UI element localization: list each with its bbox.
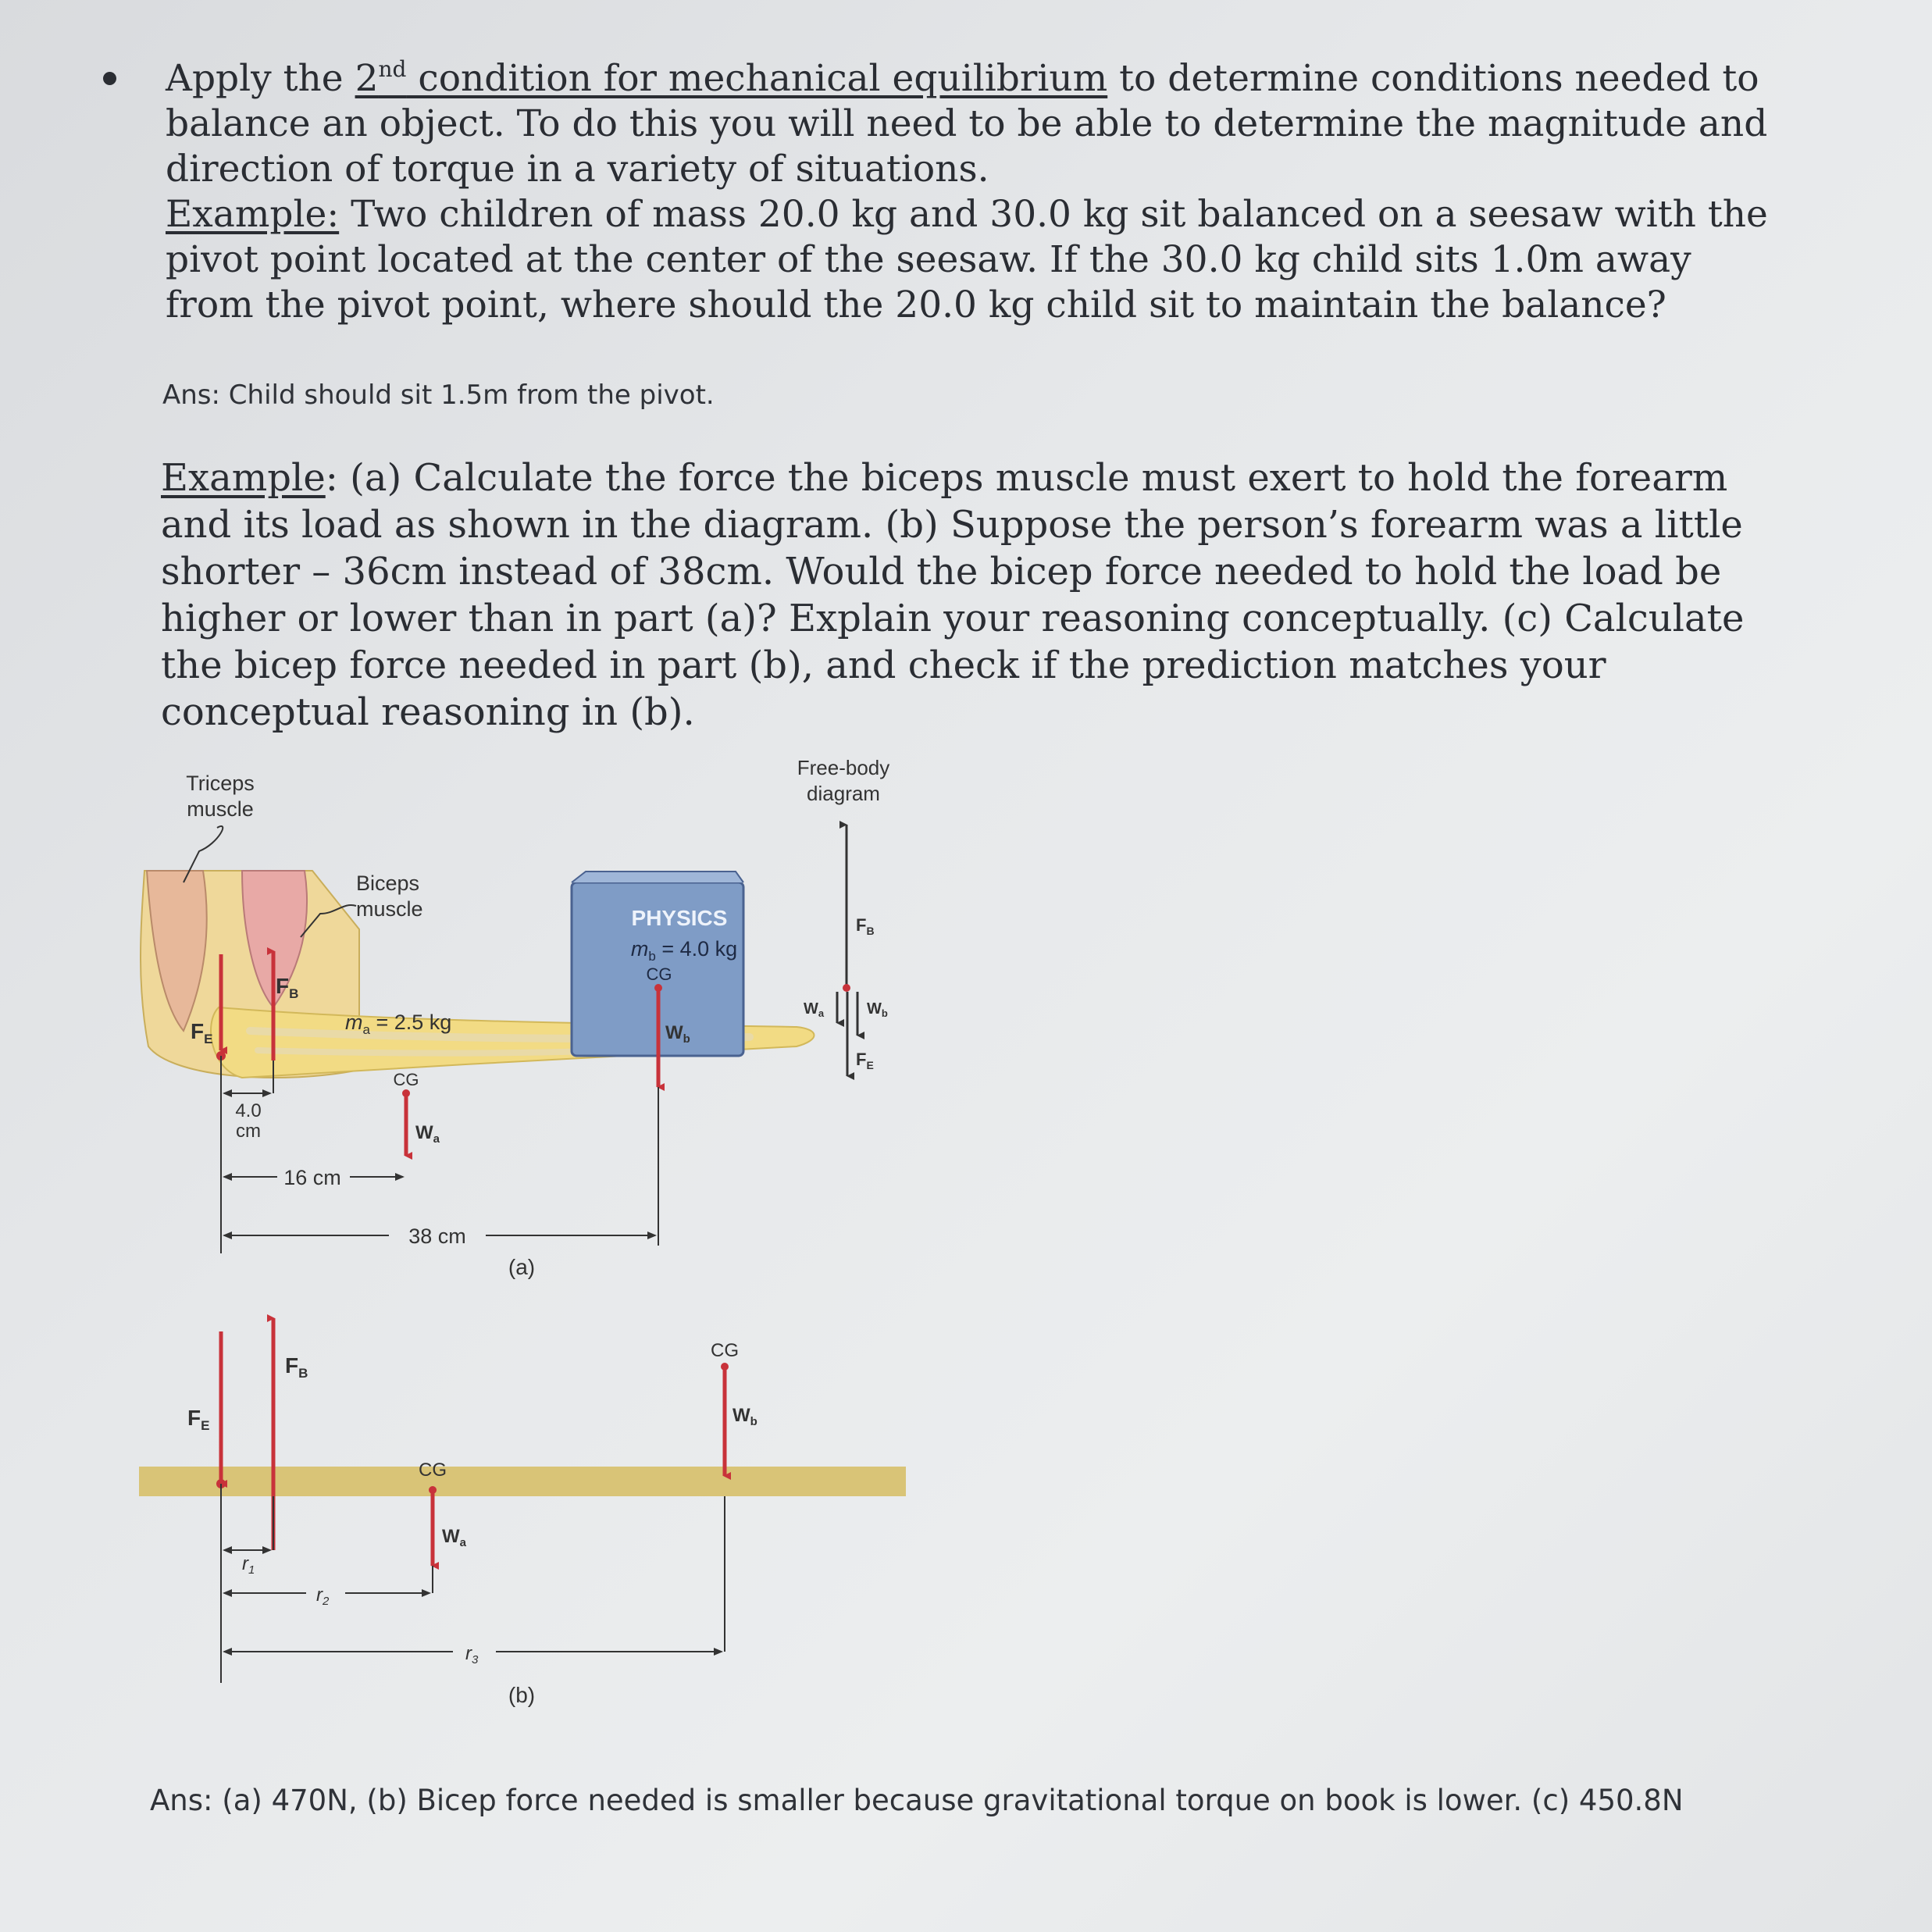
- r1-label: $r_1$: [242, 1553, 255, 1577]
- b-forearm-cg-dot: [429, 1486, 437, 1494]
- b-fe-label: $F_E$: [187, 1406, 210, 1433]
- seesaw-answer: Ans: Child should sit 1.5m from the pivot.: [162, 380, 715, 411]
- fbd-fe-label: $F_E$: [856, 1050, 874, 1071]
- fbd-point: [843, 984, 850, 992]
- b-wa-label: $W_a$: [442, 1526, 466, 1549]
- part-a-label: (a): [508, 1255, 536, 1279]
- r2-label: $r_2$: [316, 1584, 330, 1608]
- forearm-torque-figure: [125, 750, 968, 1726]
- b-fb-label: $F_B$: [285, 1353, 308, 1381]
- b-book-cg-label: CG: [711, 1340, 739, 1361]
- example-label-2: Example: [161, 456, 326, 500]
- fbd-fb-label: $F_B$: [856, 915, 875, 937]
- fbd-wb-label: $W_b$: [867, 1000, 888, 1019]
- biceps-answer: Ans: (a) 470N, (b) Bicep force needed is smaller because gravitational torque on book is lower. (c) 450.8N: [150, 1784, 1684, 1817]
- dim-38cm-label: 38 cm: [408, 1224, 466, 1248]
- b-wb-label: $W_b$: [733, 1405, 757, 1428]
- wa-label: $W_a$: [415, 1122, 440, 1146]
- fe-label: $F_E$: [191, 1019, 213, 1046]
- dim-16cm-label: 16 cm: [283, 1166, 341, 1189]
- b-forearm-cg-label: CG: [419, 1460, 447, 1481]
- wb-label: $W_b$: [665, 1022, 690, 1046]
- r3-label: $r_3$: [465, 1643, 479, 1666]
- forearm-cg-label: CG: [393, 1070, 419, 1089]
- example-label: Example:: [166, 193, 340, 236]
- biceps-example-paragraph: [161, 454, 1793, 736]
- b-book-cg-dot: [721, 1363, 729, 1371]
- equilibrium-link[interactable]: 2nd condition for mechanical equilibrium: [355, 56, 1108, 100]
- seesaw-example-text: Two children of mass 20.0 kg and 30.0 kg sit balanced on a seesaw with the pivot point located at the center of the seesaw. If the 30.0 kg child sits 1.0m away from the pivot point, where should the 20.0 kg child sit to maintain the balance?: [166, 193, 1768, 326]
- intro-text: Apply the: [166, 57, 355, 100]
- fbd-wa-label: $W_a$: [804, 1000, 825, 1019]
- forearm-cg-dot: [402, 1089, 410, 1097]
- book-cg-dot: [654, 984, 662, 992]
- forearm-mass-label: $m_a = 2.5$ kg: [345, 1011, 452, 1037]
- biceps-label: Biceps muscle: [356, 872, 423, 921]
- fb-label: $F_B$: [276, 974, 299, 1001]
- fbd-label: Free-body diagram: [797, 756, 890, 805]
- book-title: PHYSICS: [631, 906, 728, 930]
- triceps-label: Triceps muscle: [186, 772, 255, 821]
- bullet-paragraph: [166, 56, 1790, 328]
- biceps-example-text: : (a) Calculate the force the biceps muscle must exert to hold the forearm and its load as shown in the diagram. (b) Suppose the person’s forearm was a little shorter – 36cm instead of 38cm. Would the bicep force needed to hold the load be higher or lower than in part (a)? Explain your reasoning conceptually. (c) Calculate the bicep force needed in part (b), and check if the prediction matches your conceptual reasoning in (b).: [161, 456, 1745, 734]
- book-mass-label: $m_b = 4.0$ kg: [630, 937, 738, 964]
- dim-4cm-label: 4.0 cm: [235, 1100, 262, 1142]
- beam-bar: [139, 1467, 906, 1496]
- bullet-point: [103, 72, 116, 85]
- torque-text: to determine conditions needed to balance an object. To do this you will need to be able to determine the magnitude and direction of torque in a variety of situations.: [166, 57, 1768, 191]
- book-cg-label: CG: [646, 964, 672, 984]
- part-b-label: (b): [508, 1683, 536, 1707]
